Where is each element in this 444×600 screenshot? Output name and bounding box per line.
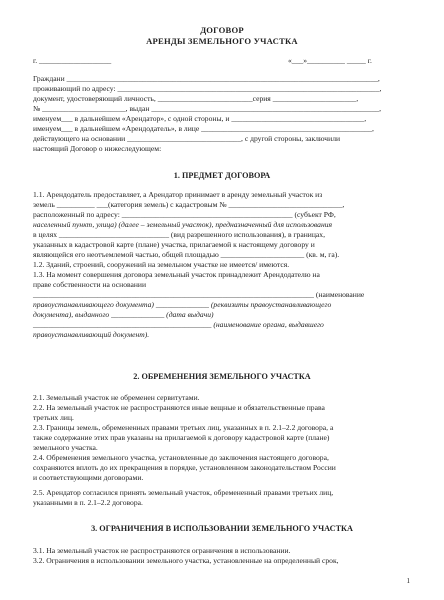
party-line: Граждани __________________________________________________________________________________, <box>33 74 380 83</box>
city-field: г. ___________________ <box>33 56 112 65</box>
section-line: указанных в кадастровой карте (плане) участка, прилагаемой к настоящему договору и <box>33 240 315 249</box>
section-heading: 1. ПРЕДМЕТ ДОГОВОРА <box>173 171 271 180</box>
section-line: населенный пункт, улица) (далее – земельный участок), предназначенный для использования <box>33 220 333 229</box>
section-line: расположенный по адресу: _____________________________________________ (субъект РФ, <box>33 210 336 219</box>
party-line: документ, удостоверяющий личность, _________________________серия ______________________, <box>33 94 359 103</box>
section-line: 2.2. На земельный участок не распространяются иные вещные и обязательственные права <box>33 403 325 412</box>
section-line: и соответствующими договорами. <box>33 473 144 482</box>
section-line: документа), выданного ______________ (дата выдачи) <box>33 310 214 319</box>
section-line: 2.3. Границы земель, обремененных правами третьих лиц, указанных в п. 2.1–2.2 договора, а <box>33 423 334 432</box>
section-line: также содержание этих прав указаны на прилагаемой к договору кадастровой карте (плане) <box>33 433 330 442</box>
section-heading: 2. ОБРЕМЕНЕНИЯ ЗЕМЕЛЬНОГО УЧАСТКА <box>133 372 311 381</box>
party-line: проживающий по адресу: _____________________________________________________________________, <box>33 84 382 93</box>
section-line: третьих лиц. <box>33 413 74 422</box>
section-line: сохраняются вплоть до их прекращения в порядке, установленном законодательством России <box>33 463 336 472</box>
section-line: 1.1. Арендодатель предоставляет, а Арендатор принимает в аренду земельный участок из <box>33 190 323 199</box>
party-line: действующего на основании ______________________________, с другой стороны, заключили <box>33 134 341 143</box>
section-line: в целях _____________________________ (вид разрешенного использования), в границах, <box>33 230 325 239</box>
document-title-line1: ДОГОВОР <box>200 25 244 35</box>
section-line: указанными в п. 2.1–2.2 договора. <box>33 498 143 507</box>
party-line: настоящий Договор о нижеследующем: <box>33 144 162 153</box>
section-line: 1.2. Зданий, строений, сооружений на земельном участке не имеется/ имеются. <box>33 260 290 269</box>
section-line: 3.2. Ограничения в использовании земельного участка, установленные на определенный срок, <box>33 556 339 565</box>
page-number: 1 <box>406 576 410 585</box>
section-line: являющейся его неотъемлемой частью, общей площадью ______________________ (кв. м, га). <box>33 250 340 259</box>
section-line: 1.3. На момент совершения договора земельный участок принадлежит Арендодателю на <box>33 270 320 279</box>
section-line: праве собственности на основании <box>33 280 147 289</box>
section-line: 2.1. Земельный участок не обременен сервитутами. <box>33 393 200 402</box>
section-line: 2.5. Арендатор согласился принять земельный участок, обремененный правами третьих лиц, <box>33 488 334 497</box>
document-title-line2: АРЕНДЫ ЗЕМЕЛЬНОГО УЧАСТКА <box>146 36 298 46</box>
section-line: земельного участка. <box>33 443 98 452</box>
party-line: именуем___ в дальнейшем «Арендодатель», в лице _____________________________________________, <box>33 124 374 133</box>
section-line: _______________________________________________ (наименование органа, выдавшего <box>33 320 324 329</box>
date-field: «___»__________ _____ г. <box>288 56 372 65</box>
section-heading: 3. ОГРАНИЧЕНИЯ В ИСПОЛЬЗОВАНИИ ЗЕМЕЛЬНОГО УЧАСТКА <box>91 524 353 533</box>
section-line: __________________________________________________________________________ (наименование <box>33 290 365 299</box>
section-line: правоустанавливающий документ). <box>33 330 150 339</box>
section-line: земель __________ ___(категория земель) с кадастровым № ______________________________, <box>33 200 345 209</box>
party-line: № ______________________, выдан ____________________________________________________________, <box>33 104 382 113</box>
section-line: 2.4. Обременения земельного участка, установленные до заключения настоящего договора, <box>33 453 329 462</box>
section-line: 3.1. На земельный участок не распространяются ограничения в использовании. <box>33 546 291 555</box>
section-line: правоустанавливающего документа) ______________ (реквизиты правоустанавливающего <box>33 300 332 309</box>
party-line: именуем___ в дальнейшем «Арендатор», с одной стороны, и ___________________________________, <box>33 114 367 123</box>
